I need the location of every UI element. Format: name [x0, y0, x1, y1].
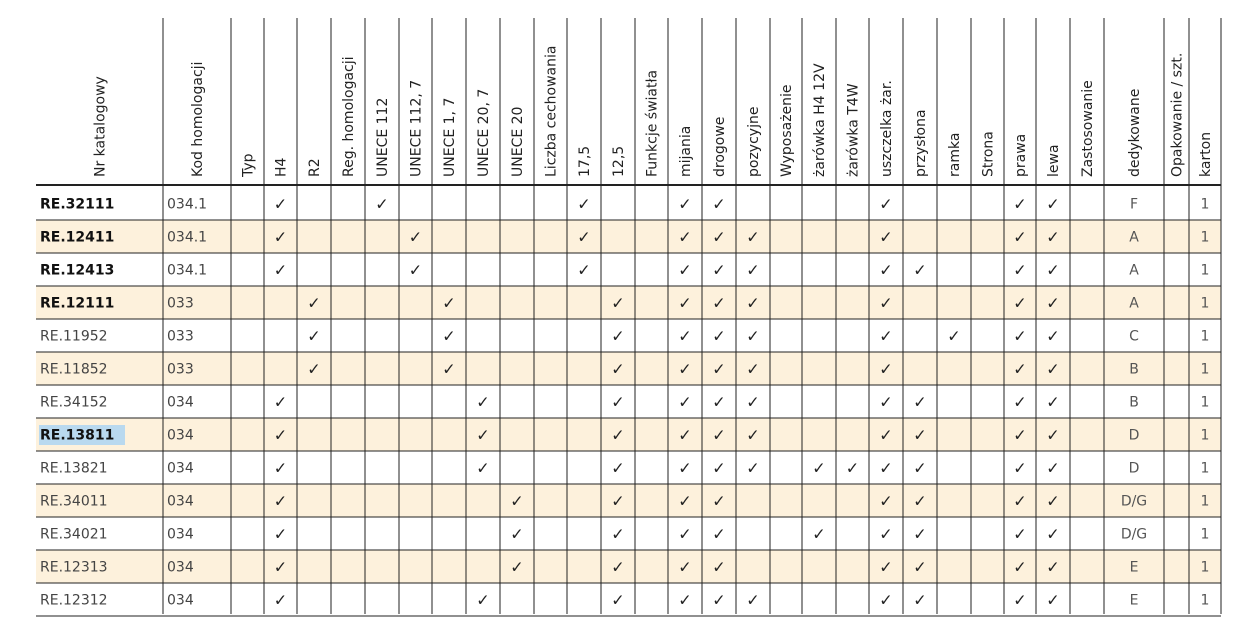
check-mark-icon: ✓	[1046, 227, 1060, 247]
column-header: przysłona	[913, 109, 929, 177]
check-mark-icon: ✓	[273, 425, 288, 445]
check-mark-icon: ✓	[913, 425, 927, 445]
check-mark-icon: ✓	[442, 326, 456, 346]
check-mark-icon: ✓	[273, 491, 288, 511]
check-mark-icon: ✓	[611, 524, 625, 544]
row-highlight	[36, 484, 1221, 517]
check-mark-icon: ✓	[273, 590, 288, 610]
homologation-code: 034.1	[167, 196, 208, 213]
column-header: Liczba cechowania	[543, 45, 560, 177]
check-mark-icon: ✓	[611, 392, 625, 412]
check-mark-icon: ✓	[273, 227, 288, 247]
column-header: Typ	[240, 153, 257, 177]
check-mark-icon: ✓	[712, 524, 726, 544]
check-mark-icon: ✓	[678, 260, 692, 280]
dedicated-value: D/G	[1120, 493, 1148, 510]
check-mark-icon: ✓	[879, 458, 893, 478]
check-mark-icon: ✓	[712, 557, 726, 577]
column-header: H4	[273, 157, 290, 177]
catalog-number[interactable]: RE.32111	[40, 196, 115, 213]
check-mark-icon: ✓	[746, 590, 760, 610]
catalog-number[interactable]: RE.12313	[40, 559, 108, 576]
check-mark-icon: ✓	[307, 326, 321, 346]
check-mark-icon: ✓	[1046, 491, 1060, 511]
check-mark-icon: ✓	[1046, 260, 1060, 280]
dedicated-value: B	[1129, 361, 1139, 378]
check-mark-icon: ✓	[1013, 458, 1027, 478]
check-mark-icon: ✓	[1013, 293, 1027, 313]
carton-count: 1	[1200, 328, 1210, 345]
homologation-code: 033	[167, 295, 194, 312]
check-mark-icon: ✓	[442, 359, 456, 379]
check-mark-icon: ✓	[913, 260, 927, 280]
column-header: Strona	[980, 131, 997, 177]
carton-count: 1	[1200, 559, 1210, 576]
carton-count: 1	[1200, 262, 1210, 279]
carton-count: 1	[1200, 196, 1210, 213]
check-mark-icon: ✓	[879, 359, 893, 379]
check-mark-icon: ✓	[746, 260, 760, 280]
check-mark-icon: ✓	[611, 326, 625, 346]
check-mark-icon: ✓	[678, 293, 692, 313]
row-highlight	[36, 220, 1221, 253]
table-body	[39, 195, 1209, 610]
carton-count: 1	[1200, 394, 1210, 411]
check-mark-icon: ✓	[273, 194, 288, 214]
catalog-number[interactable]: RE.12411	[40, 229, 115, 246]
check-mark-icon: ✓	[1013, 425, 1027, 445]
check-mark-icon: ✓	[1046, 359, 1060, 379]
check-mark-icon: ✓	[611, 458, 625, 478]
catalog-number[interactable]: RE.13811	[40, 427, 115, 444]
check-mark-icon: ✓	[1013, 392, 1027, 412]
check-mark-icon: ✓	[1013, 260, 1027, 280]
check-mark-icon: ✓	[913, 524, 927, 544]
check-mark-icon: ✓	[442, 293, 456, 313]
check-mark-icon: ✓	[812, 458, 826, 478]
column-header: Nr katalogowy	[92, 76, 109, 177]
check-mark-icon: ✓	[712, 392, 726, 412]
check-mark-icon: ✓	[712, 260, 726, 280]
column-header: karton	[1198, 131, 1214, 177]
check-mark-icon: ✓	[1013, 194, 1027, 214]
check-mark-icon: ✓	[746, 458, 760, 478]
dedicated-value: A	[1129, 229, 1139, 246]
check-mark-icon: ✓	[577, 227, 591, 247]
check-mark-icon: ✓	[1046, 524, 1060, 544]
check-mark-icon: ✓	[678, 392, 692, 412]
column-header: pozycyjne	[746, 106, 762, 177]
check-mark-icon: ✓	[273, 392, 288, 412]
check-mark-icon: ✓	[746, 326, 760, 346]
catalog-number[interactable]: RE.12312	[40, 592, 108, 609]
homologation-code: 034.1	[167, 229, 208, 246]
row-highlight	[36, 550, 1221, 583]
dedicated-value: A	[1129, 295, 1139, 312]
column-header: żarówka T4W	[845, 83, 862, 177]
dedicated-value: E	[1129, 559, 1139, 576]
check-mark-icon: ✓	[1046, 425, 1060, 445]
homologation-code: 033	[167, 361, 194, 378]
check-mark-icon: ✓	[879, 590, 893, 610]
catalog-number[interactable]: RE.34011	[40, 493, 108, 510]
catalog-number[interactable]: RE.12413	[40, 262, 115, 279]
check-mark-icon: ✓	[1013, 524, 1027, 544]
check-mark-icon: ✓	[510, 524, 524, 544]
column-header: dedykowane	[1127, 88, 1143, 177]
check-mark-icon: ✓	[1013, 359, 1027, 379]
carton-count: 1	[1200, 229, 1210, 246]
check-mark-icon: ✓	[913, 458, 927, 478]
check-mark-icon: ✓	[947, 326, 961, 346]
check-mark-icon: ✓	[611, 590, 625, 610]
check-mark-icon: ✓	[1046, 590, 1060, 610]
column-header: Reg. homologacji	[341, 56, 357, 177]
dedicated-value: D	[1128, 427, 1140, 444]
check-mark-icon: ✓	[273, 524, 288, 544]
check-mark-icon: ✓	[678, 425, 692, 445]
carton-count: 1	[1200, 460, 1210, 477]
check-mark-icon: ✓	[678, 326, 692, 346]
check-mark-icon: ✓	[746, 293, 760, 313]
check-mark-icon: ✓	[577, 260, 591, 280]
check-mark-icon: ✓	[476, 590, 490, 610]
carton-count: 1	[1200, 361, 1210, 378]
check-mark-icon: ✓	[273, 557, 288, 577]
row-highlight	[36, 352, 1221, 385]
dedicated-value: C	[1129, 328, 1139, 345]
check-mark-icon: ✓	[913, 590, 927, 610]
check-mark-icon: ✓	[1013, 557, 1027, 577]
column-header: lewa	[1046, 144, 1062, 177]
column-header: 17,5	[577, 145, 593, 177]
check-mark-icon: ✓	[1046, 326, 1060, 346]
column-header: Zastosowanie	[1080, 80, 1096, 177]
check-mark-icon: ✓	[510, 491, 524, 511]
check-mark-icon: ✓	[273, 458, 288, 478]
check-mark-icon: ✓	[1013, 491, 1027, 511]
catalog-number[interactable]: RE.34152	[40, 394, 108, 411]
catalog-number[interactable]: RE.13821	[40, 460, 108, 477]
check-mark-icon: ✓	[712, 194, 726, 214]
check-mark-icon: ✓	[879, 227, 893, 247]
check-mark-icon: ✓	[678, 458, 692, 478]
column-header: Kod homologacji	[190, 61, 206, 177]
check-mark-icon: ✓	[1013, 590, 1027, 610]
check-mark-icon: ✓	[879, 425, 893, 445]
column-header: UNECE 20, 7	[476, 88, 492, 177]
check-mark-icon: ✓	[879, 260, 893, 280]
column-header: UNECE 112, 7	[408, 79, 425, 177]
column-header: UNECE 20	[510, 106, 526, 177]
catalog-number[interactable]: RE.11952	[40, 328, 108, 345]
check-mark-icon: ✓	[913, 557, 927, 577]
row-highlight	[36, 286, 1221, 319]
check-mark-icon: ✓	[712, 326, 726, 346]
dedicated-value: A	[1129, 262, 1139, 279]
check-mark-icon: ✓	[476, 392, 490, 412]
check-mark-icon: ✓	[746, 392, 760, 412]
table-header	[93, 46, 1215, 178]
column-header: prawa	[1013, 133, 1029, 177]
dedicated-value: D	[1128, 460, 1140, 477]
homologation-code: 034	[167, 526, 194, 543]
column-header: Opakowanie / szt.	[1169, 52, 1186, 177]
check-mark-icon: ✓	[712, 227, 726, 247]
check-mark-icon: ✓	[746, 425, 760, 445]
homologation-code: 034	[167, 460, 194, 477]
check-mark-icon: ✓	[746, 359, 760, 379]
check-mark-icon: ✓	[611, 359, 625, 379]
check-mark-icon: ✓	[678, 359, 692, 379]
check-mark-icon: ✓	[879, 524, 893, 544]
check-mark-icon: ✓	[307, 359, 321, 379]
check-mark-icon: ✓	[408, 260, 423, 280]
check-mark-icon: ✓	[845, 458, 860, 478]
check-mark-icon: ✓	[678, 557, 692, 577]
check-mark-icon: ✓	[1046, 194, 1060, 214]
column-header: Funkcje światła	[644, 69, 661, 177]
row-backgrounds	[36, 220, 1221, 583]
catalog-number[interactable]: RE.11852	[40, 361, 108, 378]
check-mark-icon: ✓	[678, 227, 692, 247]
column-header: UNECE 112	[375, 97, 391, 177]
homologation-code: 034	[167, 394, 194, 411]
check-mark-icon: ✓	[712, 425, 726, 445]
check-mark-icon: ✓	[879, 392, 893, 412]
check-mark-icon: ✓	[913, 491, 927, 511]
homologation-code: 034.1	[167, 262, 208, 279]
check-mark-icon: ✓	[746, 227, 760, 247]
column-header: uszczelka żar.	[879, 80, 895, 177]
dedicated-value: B	[1129, 394, 1139, 411]
catalog-number[interactable]: RE.12111	[40, 295, 115, 312]
carton-count: 1	[1200, 427, 1210, 444]
check-mark-icon: ✓	[678, 194, 692, 214]
check-mark-icon: ✓	[712, 359, 726, 379]
check-mark-icon: ✓	[913, 392, 927, 412]
column-header: 12,5	[611, 145, 627, 177]
check-mark-icon: ✓	[611, 491, 625, 511]
check-mark-icon: ✓	[678, 491, 692, 511]
check-mark-icon: ✓	[307, 293, 321, 313]
row-highlight	[36, 418, 1221, 451]
check-mark-icon: ✓	[611, 425, 625, 445]
homologation-code: 034	[167, 493, 194, 510]
homologation-code: 034	[167, 592, 194, 609]
carton-count: 1	[1200, 493, 1210, 510]
check-mark-icon: ✓	[611, 293, 625, 313]
check-mark-icon: ✓	[510, 557, 524, 577]
check-mark-icon: ✓	[273, 260, 288, 280]
check-mark-icon: ✓	[476, 458, 490, 478]
check-mark-icon: ✓	[1013, 227, 1027, 247]
homologation-code: 033	[167, 328, 194, 345]
column-header: R2	[307, 158, 323, 177]
check-mark-icon: ✓	[1046, 293, 1060, 313]
check-mark-icon: ✓	[879, 326, 893, 346]
check-mark-icon: ✓	[1013, 326, 1027, 346]
check-mark-icon: ✓	[1046, 392, 1060, 412]
dedicated-value: D/G	[1120, 526, 1148, 543]
check-mark-icon: ✓	[611, 557, 625, 577]
homologation-code: 034	[167, 427, 194, 444]
dedicated-value: E	[1129, 592, 1139, 609]
check-mark-icon: ✓	[408, 227, 423, 247]
column-header: UNECE 1, 7	[442, 97, 458, 177]
check-mark-icon: ✓	[577, 194, 591, 214]
check-mark-icon: ✓	[712, 293, 726, 313]
column-header: ramka	[947, 132, 963, 177]
column-header: mijania	[678, 125, 694, 177]
column-header: drogowe	[712, 116, 728, 177]
column-header: Wyposażenie	[779, 84, 795, 177]
check-mark-icon: ✓	[812, 524, 826, 544]
check-mark-icon: ✓	[712, 458, 726, 478]
check-mark-icon: ✓	[678, 524, 692, 544]
check-mark-icon: ✓	[879, 293, 893, 313]
check-mark-icon: ✓	[879, 557, 893, 577]
check-mark-icon: ✓	[1046, 557, 1060, 577]
catalog-number[interactable]: RE.34021	[40, 526, 108, 543]
check-mark-icon: ✓	[678, 590, 692, 610]
check-mark-icon: ✓	[712, 491, 726, 511]
check-mark-icon: ✓	[375, 194, 389, 214]
homologation-code: 034	[167, 559, 194, 576]
carton-count: 1	[1200, 295, 1210, 312]
dedicated-value: F	[1129, 196, 1139, 213]
carton-count: 1	[1200, 526, 1210, 543]
column-header: żarówka H4 12V	[812, 63, 828, 177]
check-mark-icon: ✓	[712, 590, 726, 610]
check-mark-icon: ✓	[476, 425, 490, 445]
carton-count: 1	[1200, 592, 1210, 609]
check-mark-icon: ✓	[1046, 458, 1060, 478]
check-mark-icon: ✓	[879, 194, 893, 214]
check-mark-icon: ✓	[879, 491, 893, 511]
